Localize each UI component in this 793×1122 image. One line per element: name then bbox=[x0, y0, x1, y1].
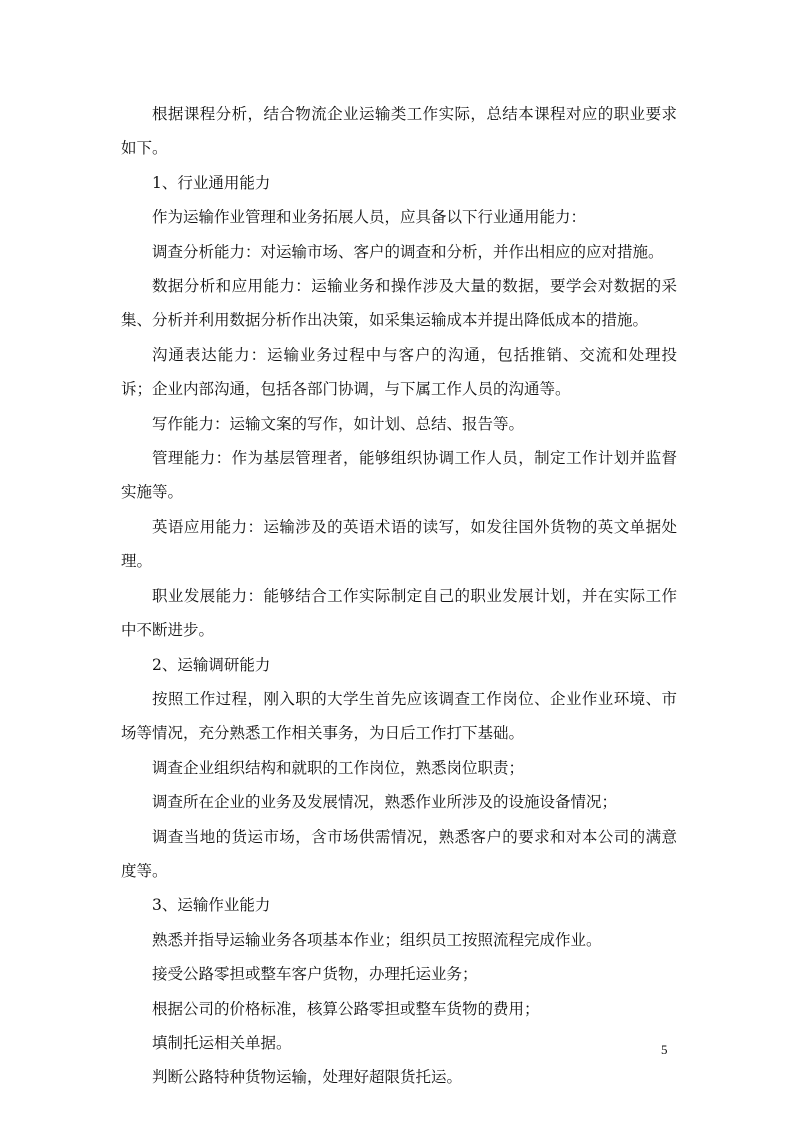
paragraph: 调查企业组织结构和就职的工作岗位，熟悉岗位职责； bbox=[152, 758, 525, 777]
paragraph: 英语应用能力：运输涉及的英语术语的读写，如发往国外货物的英文单据处理。 bbox=[121, 517, 677, 571]
paragraph: 调查当地的货运市场，含市场供需情况，熟悉客户的要求和对本公司的满意度等。 bbox=[121, 827, 677, 880]
paragraph: 管理能力：作为基层管理者，能够组织协调工作人员，制定工作计划并监督实施等。 bbox=[121, 449, 677, 502]
paragraph: 接受公路零担或整车客户货物，办理托运业务； bbox=[152, 965, 478, 984]
paragraph: 调查所在企业的业务及发展情况，熟悉作业所涉及的设施设备情况； bbox=[152, 793, 618, 812]
paragraph: 按照工作过程，刚入职的大学生首先应该调查工作岗位、企业作业环境、市场等情况，充分熟悉工作相关事务，为日后工作打下基础。 bbox=[121, 689, 677, 743]
section-heading-operation-ability: 3、运输作业能力 bbox=[152, 896, 271, 915]
section-heading-research-ability: 2、运输调研能力 bbox=[152, 655, 271, 674]
paragraph: 数据分析和应用能力：运输业务和操作涉及大量的数据，要学会对数据的采集、分析并利用数据分析作出决策，如采集运输成本并提出降低成本的措施。 bbox=[121, 277, 677, 330]
section-heading-general-ability: 1、行业通用能力 bbox=[152, 173, 271, 192]
paragraph: 写作能力：运输文案的写作，如计划、总结、报告等。 bbox=[152, 414, 525, 433]
paragraph: 判断公路特种货物运输，处理好超限货托运。 bbox=[152, 1068, 463, 1087]
paragraph: 填制托运相关单据。 bbox=[152, 1033, 292, 1052]
paragraph: 作为运输作业管理和业务拓展人员，应具备以下行业通用能力： bbox=[152, 208, 587, 227]
paragraph: 熟悉并指导运输业务各项基本作业；组织员工按照流程完成作业。 bbox=[152, 930, 602, 949]
intro-paragraph: 根据课程分析，结合物流企业运输类工作实际，总结本课程对应的职业要求如下。 bbox=[121, 105, 677, 158]
page-number: 5 bbox=[661, 1042, 668, 1057]
paragraph: 沟通表达能力：运输业务过程中与客户的沟通，包括推销、交流和处理投诉；企业内部沟通，包括各部门协调，与下属工作人员的沟通等。 bbox=[121, 345, 677, 399]
body-text bbox=[121, 97, 677, 1095]
paragraph: 调查分析能力：对运输市场、客户的调查和分析，并作出相应的应对措施。 bbox=[152, 242, 664, 261]
paragraph: 职业发展能力：能够结合工作实际制定自己的职业发展计划，并在实际工作中不断进步。 bbox=[121, 586, 677, 640]
paragraph: 根据公司的价格标准，核算公路零担或整车货物的费用； bbox=[152, 999, 540, 1018]
